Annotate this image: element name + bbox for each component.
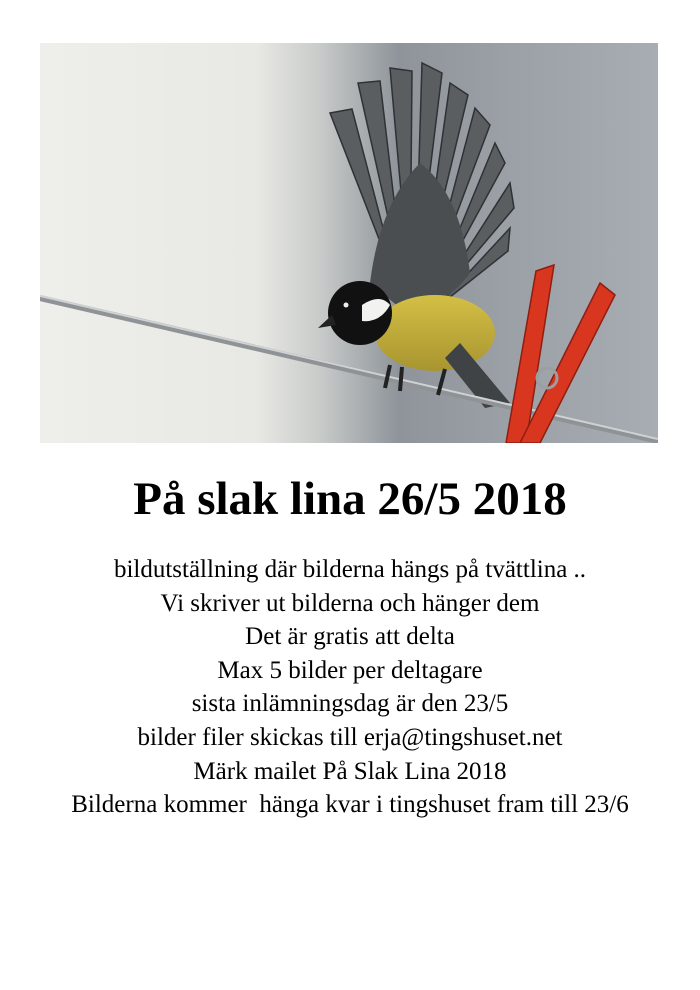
- bird-body: [375, 295, 495, 371]
- bird-eye: [344, 303, 349, 308]
- detail-line-email: bilder filer skickas till erja@tingshuset.net: [137, 723, 563, 751]
- detail-line: bildutställning där bilderna hängs på tvättlina ..: [113, 556, 587, 583]
- bird-photo: [40, 43, 658, 443]
- detail-line: sista inlämningsdag är den 23/5: [191, 690, 509, 718]
- detail-line: Max 5 bilder per deltagare: [217, 656, 483, 684]
- poster-title: På slak lina 26/5 2018: [133, 473, 567, 525]
- detail-line: Bilderna kommer hänga kvar i tingshuset fram till 23/6: [71, 791, 629, 819]
- detail-line: Märk mailet På Slak Lina 2018: [193, 757, 507, 785]
- detail-line: Det är gratis att delta: [245, 623, 455, 651]
- poster-details: [0, 553, 700, 822]
- detail-line: Vi skriver ut bilderna och hänger dem: [160, 589, 540, 617]
- bird-on-clothesline-image: [40, 43, 658, 443]
